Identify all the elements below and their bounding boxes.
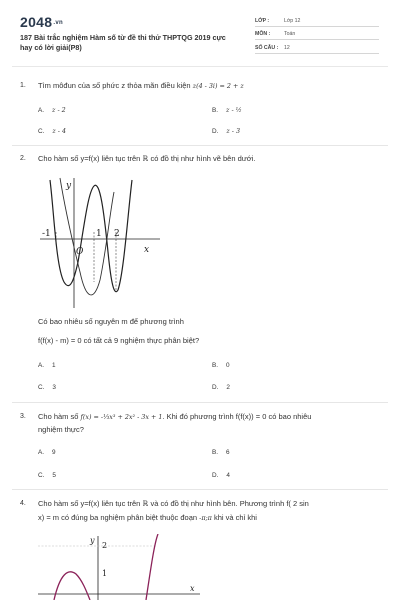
option-letter: A.	[38, 107, 45, 114]
logo-suffix: .vn	[53, 20, 63, 27]
option-letter: C.	[38, 384, 45, 391]
meta-label: MÔN :	[255, 31, 271, 37]
option-value: 2	[226, 384, 230, 391]
question-text-plain: khi và chỉ khi	[213, 513, 257, 522]
function-curve	[146, 534, 158, 600]
option-value: 6	[226, 449, 230, 456]
function-graph	[36, 172, 166, 312]
meta-value: 12	[284, 45, 290, 51]
option-value: z - 4	[52, 127, 67, 135]
option-a[interactable]	[38, 449, 56, 456]
origin-label: O	[76, 247, 84, 257]
question-text: f(f(x) - m) = 0 có tất cả 9 nghiệm thực phân biệt?	[38, 336, 200, 345]
logo-text: 2048	[20, 14, 53, 30]
question-divider	[12, 145, 388, 146]
option-value: 3	[52, 384, 56, 391]
question-text	[38, 80, 244, 92]
question-text: Cho hàm số y=f(x) liên tục trên ℝ có đồ thị như hình vẽ bên dưới.	[38, 154, 256, 163]
header-divider	[12, 66, 388, 67]
x-axis-label: x	[144, 245, 150, 255]
question-text	[38, 512, 257, 524]
tick-label-one: 1	[102, 569, 108, 578]
option-b[interactable]	[212, 449, 230, 456]
function-curve	[54, 572, 90, 600]
tick-label-two: 2	[102, 541, 108, 550]
question-number: 1.	[20, 82, 26, 89]
option-d[interactable]	[212, 472, 230, 479]
meta-count	[255, 43, 379, 54]
meta-value: Lớp 12	[284, 18, 301, 24]
option-letter: D.	[212, 472, 219, 479]
question-number: 2.	[20, 155, 26, 162]
option-letter: B.	[212, 449, 219, 456]
option-value: 0	[226, 362, 230, 369]
y-axis-label: y	[66, 181, 72, 191]
option-value: 1	[52, 362, 56, 369]
question-text-plain: . Khi đó phương trình f(f(x)) = 0 có bao nhiêu	[162, 412, 312, 421]
option-letter: B.	[212, 362, 219, 369]
option-c[interactable]	[38, 384, 56, 391]
y-axis-label: y	[90, 536, 95, 545]
question-text-plain: Cho hàm số	[38, 412, 79, 421]
option-b[interactable]	[212, 106, 242, 114]
meta-label: LỚP :	[255, 18, 270, 24]
question-number: 4.	[20, 500, 26, 507]
question-text: Cho hàm số y=f(x) liên tục trên ℝ và có đồ thị như hình bên. Phương trình f( 2 sin	[38, 499, 309, 508]
option-a[interactable]	[38, 362, 56, 369]
document-title: 187 Bài trắc nghiệm Hàm số từ đề thi thử THPTQG 2019 cực hay có lời giải(P8)	[20, 33, 226, 52]
question-divider	[12, 402, 388, 403]
meta-subject	[255, 29, 379, 40]
option-value: 4	[226, 472, 230, 479]
option-letter: C.	[38, 128, 45, 135]
option-c[interactable]	[38, 127, 66, 135]
page-header	[0, 0, 400, 62]
question-number: 3.	[20, 413, 26, 420]
tick-label-minus-one: -1	[42, 229, 51, 239]
question-text-plain: Tìm môđun của số phức z thỏa mãn điều kiện	[38, 81, 191, 90]
option-value: z - 3	[226, 127, 241, 135]
option-letter: A.	[38, 449, 45, 456]
option-value: z - 2	[52, 106, 66, 114]
option-letter: B.	[212, 107, 219, 114]
x-axis-label: x	[190, 584, 195, 593]
option-d[interactable]	[212, 127, 240, 135]
option-value: z - ½	[226, 106, 242, 114]
option-letter: D.	[212, 384, 219, 391]
meta-value: Toán	[284, 31, 296, 37]
option-d[interactable]	[212, 384, 230, 391]
question-text: Có bao nhiêu số nguyên m để phương trình	[38, 317, 184, 326]
option-letter: D.	[212, 128, 219, 135]
meta-class	[255, 16, 379, 27]
option-b[interactable]	[212, 362, 230, 369]
option-a[interactable]	[38, 106, 66, 114]
function-graph-2	[38, 534, 208, 600]
option-letter: C.	[38, 472, 45, 479]
question-formula: z(4 - 3i) = 2 + z	[192, 82, 244, 90]
question-formula: f(x) = -⅓x³ + 2x² - 3x + 1	[80, 413, 163, 421]
question-text	[38, 411, 311, 423]
question-text: nghiệm thực?	[38, 425, 84, 434]
option-value: 5	[52, 472, 56, 479]
tick-label-two: 2	[114, 229, 120, 239]
question-divider	[12, 489, 388, 490]
site-logo[interactable]	[20, 14, 63, 30]
question-formula: -π;π	[199, 514, 212, 522]
tick-label-one: 1	[96, 229, 102, 239]
option-c[interactable]	[38, 472, 56, 479]
question-text-plain: x) = m có đúng ba nghiệm phân biệt thuộc đoạn	[38, 513, 198, 522]
option-value: 9	[52, 449, 56, 456]
meta-label: SỐ CÂU :	[255, 45, 279, 51]
option-letter: A.	[38, 362, 45, 369]
